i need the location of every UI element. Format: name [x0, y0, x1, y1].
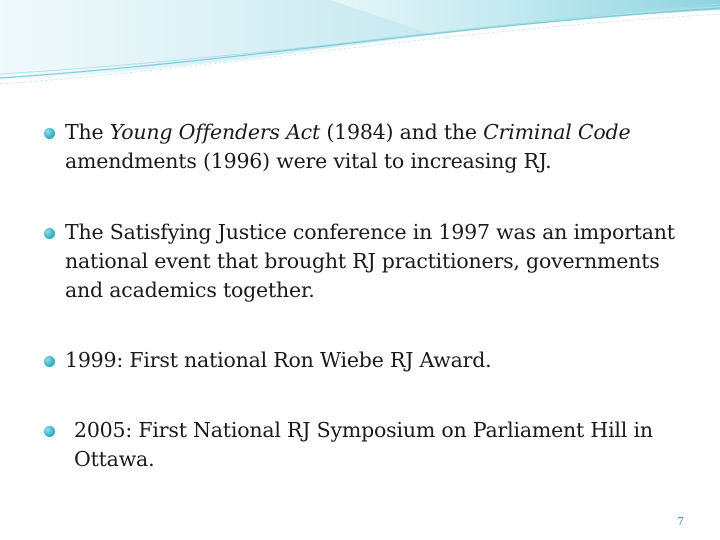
bullet-point-icon [44, 128, 55, 139]
page-number: 7 [677, 515, 684, 528]
bullet-text-part: (1984) and the [320, 120, 484, 144]
bullet-list [44, 118, 694, 474]
list-item [44, 416, 694, 474]
header-wave-decoration [0, 0, 720, 90]
bullet-text: The Satisfying Justice conference in 1997 was an important national event that brought RJ practitioners, governments and academics together. [65, 220, 675, 302]
italic-code-name: Criminal Code [483, 120, 631, 144]
bullet-text-part: The [65, 120, 110, 144]
bullet-text-part: amendments (1996) were vital to increasing RJ. [65, 149, 552, 173]
bullet-point-icon [44, 356, 55, 367]
bullet-point-icon [44, 228, 55, 239]
italic-act-name: Young Offenders Act [109, 120, 321, 144]
list-item [44, 218, 694, 305]
bullet-text: 1999: First national Ron Wiebe RJ Award. [65, 348, 492, 372]
bullet-text: 2005: First National RJ Symposium on Parliament Hill in Ottawa. [74, 418, 653, 471]
list-item [44, 346, 694, 375]
bullet-point-icon [44, 426, 55, 437]
list-item [44, 118, 694, 176]
